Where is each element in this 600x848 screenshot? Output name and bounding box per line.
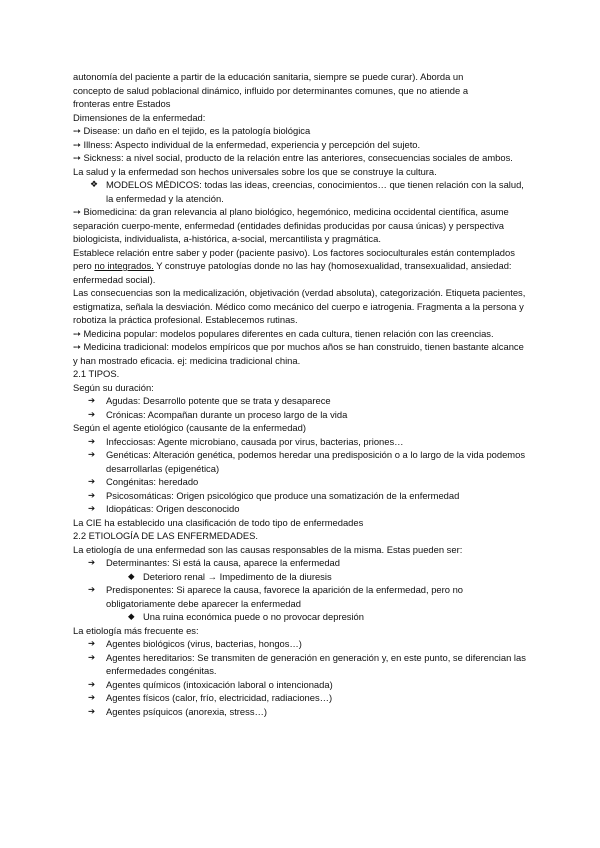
list-item	[73, 705, 528, 719]
list-item-text: Agentes hereditarios: Se transmiten de generación en generación y, en este punto, se diferencian las enfermedades congénitas.	[106, 651, 526, 676]
list-item-text: Agentes psíquicos (anorexia, stress…)	[106, 705, 268, 717]
intro-line-2: concepto de salud poblacional dinámico, influido por determinantes comunes, que no atiende a	[73, 84, 469, 96]
salud-summary: La salud y la enfermedad son hechos universales sobre los que se construye la cultura.	[73, 165, 437, 177]
medicina-tradicional-line: ➙ Medicina tradicional: modelos empíricos que por muchos años se han construido, tienen bastante alcance y han mostrado eficacia. ej: medicina tradicional china.	[73, 341, 524, 366]
arrow-bullet-icon: ➔	[88, 678, 96, 689]
intro-line-1: autonomía del paciente a partir de la educación sanitaria, siempre se puede curar). Aborda un	[73, 71, 464, 82]
arrow-bullet-icon: ➔	[88, 408, 96, 419]
list-item-text: Infecciosas: Agente microbiano, causada por virus, bacterias, priones…	[106, 435, 404, 447]
list-item	[73, 475, 528, 489]
list-item-text: Agentes físicos (calor, frío, electricidad, radiaciones…)	[106, 692, 333, 703]
document-page	[73, 70, 528, 718]
diamond-bullet-icon: ◆	[128, 570, 135, 581]
list-item	[73, 651, 528, 678]
etiologia-intro: La etiología de una enfermedad son las causas responsables de la misma. Estas pueden ser:	[73, 543, 463, 555]
list-item-text: Agentes químicos (intoxicación laboral o intencionada)	[106, 678, 333, 690]
underlined-text: no integrados.	[94, 260, 154, 271]
list-item	[73, 678, 528, 692]
tipos-heading: 2.1 TIPOS.	[73, 368, 120, 379]
list-item	[73, 556, 528, 570]
agente-heading: Según el agente etiológico (causante de la enfermedad)	[73, 422, 306, 433]
disease-line: ➙ Disease: un daño en el tejido, es la patología biológica	[73, 125, 311, 136]
duracion-heading: Según su duración:	[73, 381, 154, 393]
list-item	[73, 637, 528, 651]
arrow-bullet-icon: ➔	[88, 705, 96, 716]
list-subitem	[73, 610, 528, 624]
list-item-text: Idiopáticas: Origen desconocido	[106, 503, 240, 514]
arrow-bullet-icon: ➔	[88, 638, 96, 648]
list-subitem-text: Deterioro renal → Impedimento de la diuresis	[143, 570, 332, 582]
arrow-bullet-icon: ➔	[88, 476, 96, 486]
arrow-bullet-icon: ➔	[88, 489, 96, 500]
list-item	[73, 435, 528, 449]
arrow-bullet-icon: ➔	[88, 584, 96, 594]
arrow-bullet-icon: ➔	[88, 435, 96, 446]
list-item-text: Predisponentes: Si aparece la causa, favorece la aparición de la enfermedad, pero no obligatoriamente debe aparecer la enfermedad	[106, 584, 463, 609]
list-item	[73, 448, 528, 475]
arrow-bullet-icon: ➔	[88, 557, 96, 567]
list-item	[73, 394, 528, 408]
cie-line: La CIE ha establecido una clasificación de todo tipo de enfermedades	[73, 516, 364, 528]
intro-line-3: fronteras entre Estados	[73, 98, 171, 109]
arrow-bullet-icon: ➔	[88, 395, 96, 405]
dimensiones-heading: Dimensiones de la enfermedad:	[73, 111, 206, 123]
modelos-medicos-item	[73, 178, 528, 205]
biomedicina-relacion-text: Establece relación entre saber y poder (paciente pasivo). Los factores socioculturales están contemplados pero	[73, 246, 515, 271]
list-item-text: Crónicas: Acompañan durante un proceso largo de la vida	[106, 408, 348, 420]
diamond-bullet-icon: ❖	[90, 179, 99, 189]
list-subitem-text: Una ruina económica puede o no provocar depresión	[143, 611, 364, 622]
medicina-popular-line: ➙ Medicina popular: modelos populares diferentes en cada cultura, tienen relación con las creencias.	[73, 327, 494, 339]
frecuente-heading: La etiología más frecuente es:	[73, 624, 199, 636]
illness-line: ➙ Illness: Aspecto individual de la enfermedad, experiencia y percepción del sujeto.	[73, 138, 421, 150]
biomedicina-line: ➙ Biomedicina: da gran relevancia al plano biológico, hegemónico, medicina occidental científica, asume separación cuerpo-mente, enfermedad (entidades definidas producidas por causa únicas) y perspectiva biologicista, individualista, a-histórica, a-social, mercantilista y pragmática.	[73, 206, 509, 244]
biomedicina-relacion	[73, 246, 528, 287]
list-item	[73, 583, 528, 610]
arrow-bullet-icon: ➔	[88, 651, 96, 662]
list-item-text: Determinantes: Si está la causa, aparece la enfermedad	[106, 557, 340, 568]
list-item	[73, 691, 528, 705]
list-item	[73, 489, 528, 503]
list-item-text: Agentes biológicos (virus, bacterias, hongos…)	[106, 638, 302, 649]
list-item-text: Psicosomáticas: Origen psicológico que produce una somatización de la enfermedad	[106, 489, 460, 501]
arrow-bullet-icon: ➔	[88, 692, 96, 702]
list-item	[73, 502, 528, 516]
list-item	[73, 408, 528, 422]
list-subitem	[73, 570, 528, 584]
biomedicina-consecuencias: Las consecuencias son la medicalización, objetivación (verdad absoluta), categorización. Etiqueta pacientes, estigmatiza, señala la desviación. Médico como mecánico del cuerpo e iatrogenia. Fragmenta a la persona y robotiza la práctica profesional. Establecemos rutinas.	[73, 287, 526, 325]
list-item-text: Agudas: Desarrollo potente que se trata y desaparece	[106, 395, 331, 406]
arrow-bullet-icon: ➔	[88, 449, 96, 459]
list-item-text: Congénitas: heredado	[106, 476, 199, 487]
etiologia-heading: 2.2 ETIOLOGÍA DE LAS ENFERMEDADES.	[73, 530, 258, 541]
list-item-text: Genéticas: Alteración genética, podemos heredar una predisposición o a lo largo de la vida podemos desarrollarlas (epigenética)	[106, 449, 526, 474]
biomedicina-relacion-tail: Y construye patologías donde no las hay (homosexualidad, transexualidad, ansiedad: enfermedad social).	[73, 260, 512, 285]
diamond-bullet-icon: ◆	[128, 611, 135, 621]
sickness-line: ➙ Sickness: a nivel social, producto de la relación entre las anteriores, consecuencias sociales de ambos.	[73, 152, 513, 163]
modelos-medicos-text: MODELOS MÉDICOS: todas las ideas, creencias, conocimientos… que tienen relación con la salud, la enfermedad y la atención.	[106, 179, 524, 204]
arrow-bullet-icon: ➔	[88, 503, 96, 513]
